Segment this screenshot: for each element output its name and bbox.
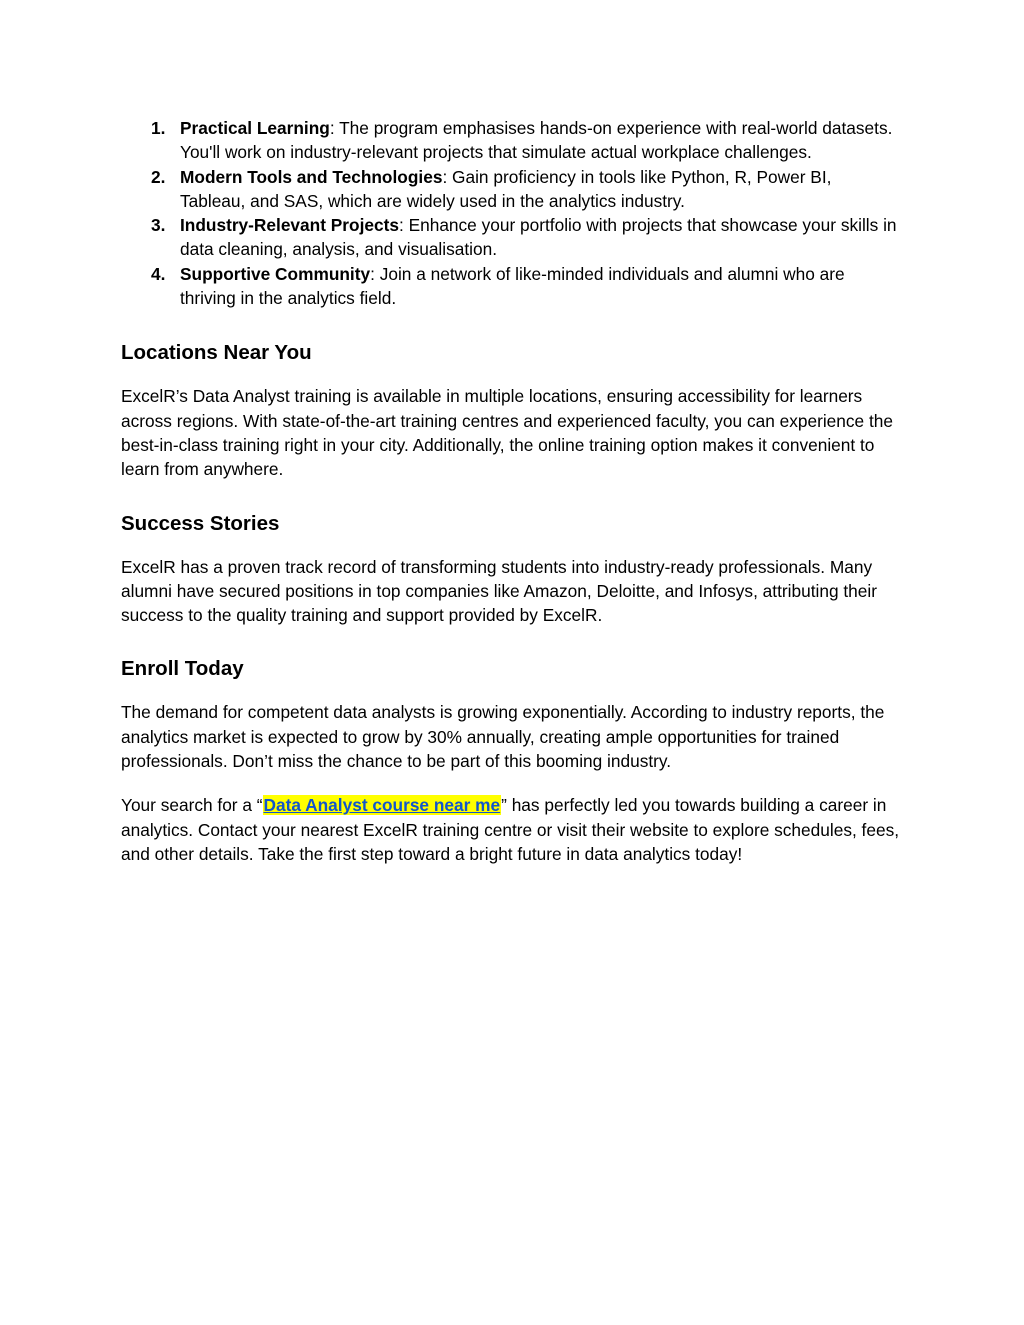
feature-number: 4. bbox=[151, 263, 166, 284]
enroll-today-heading: Enroll Today bbox=[121, 657, 244, 681]
locations-heading: Locations Near You bbox=[121, 341, 312, 365]
feature-description: : Enhance your portfolio with projects that showcase your skills in data cleaning, analysis, and visualisation. bbox=[180, 215, 897, 260]
feature-title: Modern Tools and Technologies bbox=[180, 166, 443, 187]
search-text-after: ” has perfectly led you towards building a career in analytics. Contact your nearest ExcelR training centre or visit their website to explore schedules, fees, and other details. Take the first step toward a bright future in data analytics today! bbox=[121, 795, 900, 864]
feature-item bbox=[121, 213, 901, 262]
feature-description: : Gain proficiency in tools like Python, R, Power BI, Tableau, and SAS, which are widely used in the analytics industry. bbox=[180, 166, 832, 211]
enroll-today-paragraph: The demand for competent data analysts is growing exponentially. According to industry reports, the analytics market is expected to grow by 30% annually, creating ample opportunities for trained professionals. Don’t miss the chance to be part of this booming industry. bbox=[121, 702, 885, 772]
document-page bbox=[121, 116, 901, 866]
success-stories-heading: Success Stories bbox=[121, 511, 280, 535]
locations-paragraph: ExcelR’s Data Analyst training is available in multiple locations, ensuring accessibility for learners across regions. With state-of-the-art training centres and experienced faculty, you can experience the best-in-class training right in your city. Additionally, the online training option makes it convenient to learn from anywhere. bbox=[121, 386, 893, 480]
search-text-before: Your search for a “ bbox=[121, 795, 263, 816]
feature-description: : The program emphasises hands-on experience with real-world datasets. You'll work on industry-relevant projects that simulate actual workplace challenges. bbox=[180, 118, 893, 163]
feature-item bbox=[121, 116, 901, 165]
feature-item bbox=[121, 165, 901, 214]
feature-number: 2. bbox=[151, 166, 166, 187]
success-stories-paragraph: ExcelR has a proven track record of transforming students into industry-ready professionals. Many alumni have secured positions in top companies like Amazon, Deloitte, and Infosys, attributing their success to the quality training and support provided by ExcelR. bbox=[121, 556, 877, 626]
feature-description: : Join a network of like-minded individuals and alumni who are thriving in the analytics field. bbox=[180, 263, 845, 309]
feature-number: 3. bbox=[151, 215, 166, 236]
course-link[interactable]: Data Analyst course near me bbox=[263, 795, 501, 816]
feature-title: Industry-Relevant Projects bbox=[180, 215, 399, 236]
search-paragraph bbox=[121, 793, 901, 866]
feature-title: Practical Learning bbox=[180, 118, 330, 138]
features-list bbox=[121, 116, 901, 310]
feature-title: Supportive Community bbox=[180, 263, 371, 284]
feature-number: 1. bbox=[151, 118, 166, 138]
feature-item bbox=[121, 262, 901, 311]
